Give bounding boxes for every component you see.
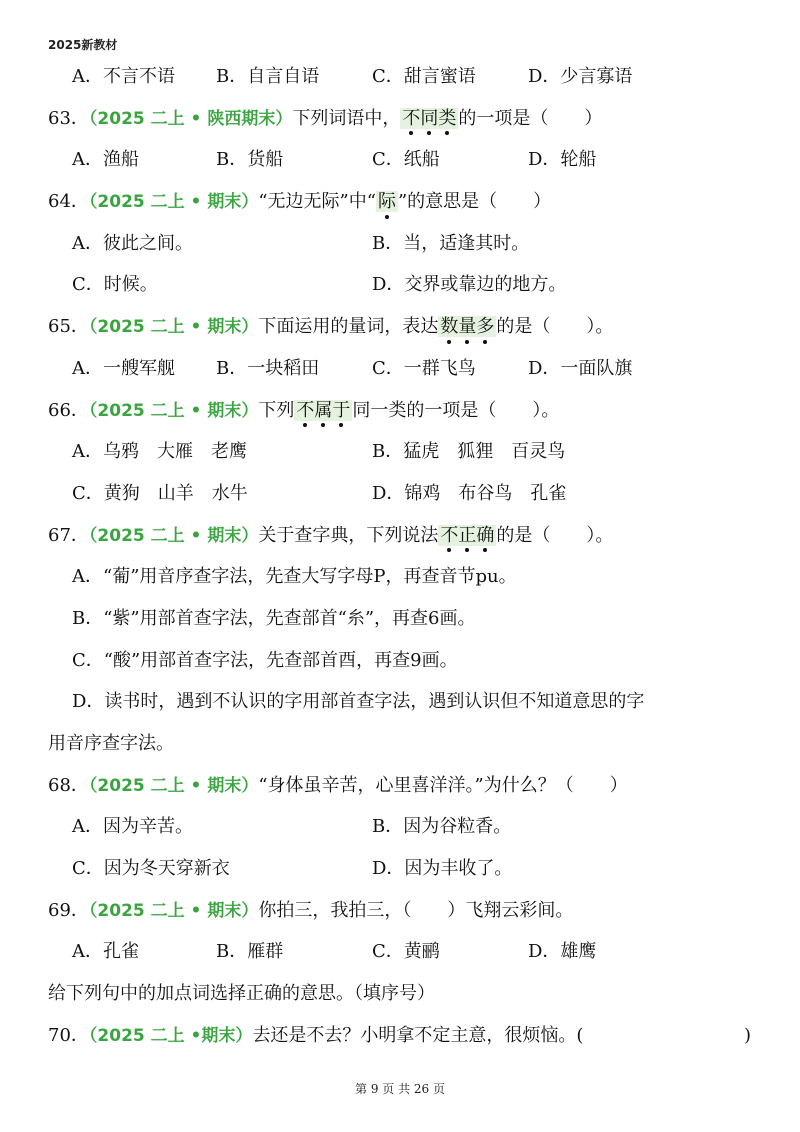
- option-c: C．纸船: [372, 149, 440, 171]
- question-text: “身体虽辛苦，心里喜洋洋。”为什么？（ ）: [258, 774, 628, 796]
- question-67: [48, 515, 758, 557]
- option-d: D．因为丰收了。: [372, 858, 513, 880]
- q66-options-row2: [48, 473, 758, 515]
- question-text-tail: 的是（ ）。: [496, 316, 614, 338]
- option-b: B．因为谷粒香。: [372, 816, 512, 838]
- page-header: 2025新教材: [48, 38, 118, 52]
- question-text: 下列词语中，: [292, 107, 401, 129]
- emphasis-text: 际: [376, 191, 398, 212]
- page-footer: 第 9 页 共 26 页: [355, 1082, 445, 1096]
- option-a: A．乌鸦 大雁 老鹰: [72, 441, 247, 463]
- q67-option-c: [48, 640, 758, 682]
- source-tag: （2025 二上 • 陕西期末）: [88, 108, 293, 129]
- option-d: D．锦鸡 布谷鸟 孔雀: [372, 482, 567, 504]
- emphasis-text: 数量多: [438, 316, 496, 337]
- question-number: 63．: [48, 107, 89, 129]
- source-tag: （2025 二上 •期末）: [88, 1025, 253, 1046]
- question-number: 64．: [48, 191, 89, 213]
- q67-option-a: [48, 556, 758, 598]
- question-70: [48, 1015, 758, 1057]
- option-c: C．甜言蜜语: [372, 66, 476, 87]
- instruction-text: 给下列句中的加点词选择正确的意思。（填序号）: [48, 983, 435, 1005]
- question-63: [48, 98, 758, 140]
- question-text: 去还是不去？小明拿不定主意，很烦恼。(: [252, 1024, 584, 1046]
- option-a: A．孔雀: [72, 941, 139, 963]
- question-text: “无边无际”中“: [258, 191, 376, 213]
- emphasis-text: 不正确: [438, 525, 496, 546]
- question-66: [48, 390, 758, 432]
- option-a: A．渔船: [72, 149, 139, 171]
- question-number: 68．: [48, 774, 89, 796]
- question-68: [48, 765, 758, 807]
- question-text: 关于查字典，下列说法: [258, 524, 439, 546]
- source-tag: （2025 二上 • 期末）: [88, 775, 259, 796]
- q67-option-d: [48, 681, 758, 723]
- option-a: A．因为辛苦。: [72, 816, 193, 838]
- question-text-tail: 同一类的一项是（ ）。: [352, 399, 560, 421]
- option-b: B．货船: [216, 149, 284, 171]
- option-a: A．不言不语: [72, 66, 175, 87]
- question-65: [48, 306, 758, 348]
- q67-option-b: [48, 598, 758, 640]
- section-instruction: [48, 973, 758, 1015]
- source-tag: （2025 二上 • 期末）: [88, 525, 259, 546]
- option-c: C．“酸”用部首查字法，先查部首酉，再查9画。: [72, 649, 458, 671]
- question-text: 下列: [258, 399, 295, 421]
- source-tag: （2025 二上 • 期末）: [88, 400, 259, 421]
- option-c: C．黄狗 山羊 水牛: [72, 482, 248, 504]
- q62-options: [48, 56, 758, 98]
- option-d-continued: 用音序查字法。: [48, 733, 174, 754]
- question-text-tail: 的一项是（ ）: [458, 107, 603, 129]
- q64-options-row1: [48, 223, 758, 265]
- source-tag: （2025 二上 • 期末）: [88, 192, 259, 213]
- q68-options-row2: [48, 848, 758, 890]
- option-d: D．轮船: [528, 149, 597, 171]
- question-number: 70．: [48, 1024, 89, 1046]
- question-64: [48, 181, 758, 223]
- q65-options: [48, 348, 758, 390]
- option-a: A．一艘军舰: [72, 357, 175, 379]
- q69-options: [48, 931, 758, 973]
- question-text: 你拍三，我拍三，（ ）飞翔云彩间。: [258, 899, 574, 921]
- option-d: D．读书时，遇到不认识的字用部首查字法，遇到认识但不知道意思的字: [72, 691, 645, 713]
- option-d: D．一面队旗: [528, 357, 633, 379]
- source-tag: （2025 二上 • 期末）: [88, 317, 259, 338]
- option-c: C．时候。: [72, 274, 158, 296]
- q63-options: [48, 139, 758, 181]
- option-a: A．“葡”用音序查字法，先查大写字母P，再查音节pu。: [72, 566, 517, 588]
- q64-options-row2: [48, 264, 758, 306]
- option-d: D．交界或靠边的地方。: [372, 274, 567, 296]
- question-list: [48, 56, 758, 1057]
- question-number: 69．: [48, 899, 89, 921]
- option-c: C．黄鹂: [372, 941, 440, 963]
- q68-options-row1: [48, 806, 758, 848]
- emphasis-text: 不属于: [294, 400, 352, 421]
- q67-option-d-cont: [48, 723, 758, 765]
- answer-bracket-close: ): [744, 1024, 752, 1046]
- emphasis-text: 不同类: [400, 108, 458, 129]
- question-number: 67．: [48, 524, 89, 546]
- source-tag: （2025 二上 • 期末）: [88, 900, 259, 921]
- question-number: 65．: [48, 316, 89, 338]
- option-c: C．一群飞鸟: [372, 357, 476, 379]
- option-b: B．雁群: [216, 941, 284, 963]
- option-b: B．一块稻田: [216, 357, 320, 379]
- option-d: D．雄鹰: [528, 941, 597, 963]
- option-a: A．彼此之间。: [72, 232, 193, 254]
- option-d: D．少言寡语: [528, 66, 633, 87]
- question-text: 下面运用的量词，表达: [258, 316, 439, 338]
- option-c: C．因为冬天穿新衣: [72, 858, 230, 880]
- option-b: B．猛虎 狐狸 百灵鸟: [372, 441, 566, 463]
- question-69: [48, 890, 758, 932]
- question-text-tail: 的是（ ）。: [496, 524, 614, 546]
- question-number: 66．: [48, 399, 89, 421]
- option-b: B．“紫”用部首查字法，先查部首“糸”，再查6画。: [72, 607, 476, 629]
- option-b: B．当，适逢其时。: [372, 232, 530, 254]
- option-b: B．自言自语: [216, 66, 320, 87]
- question-text-tail: ”的意思是（ ）: [397, 191, 552, 213]
- q66-options-row1: [48, 431, 758, 473]
